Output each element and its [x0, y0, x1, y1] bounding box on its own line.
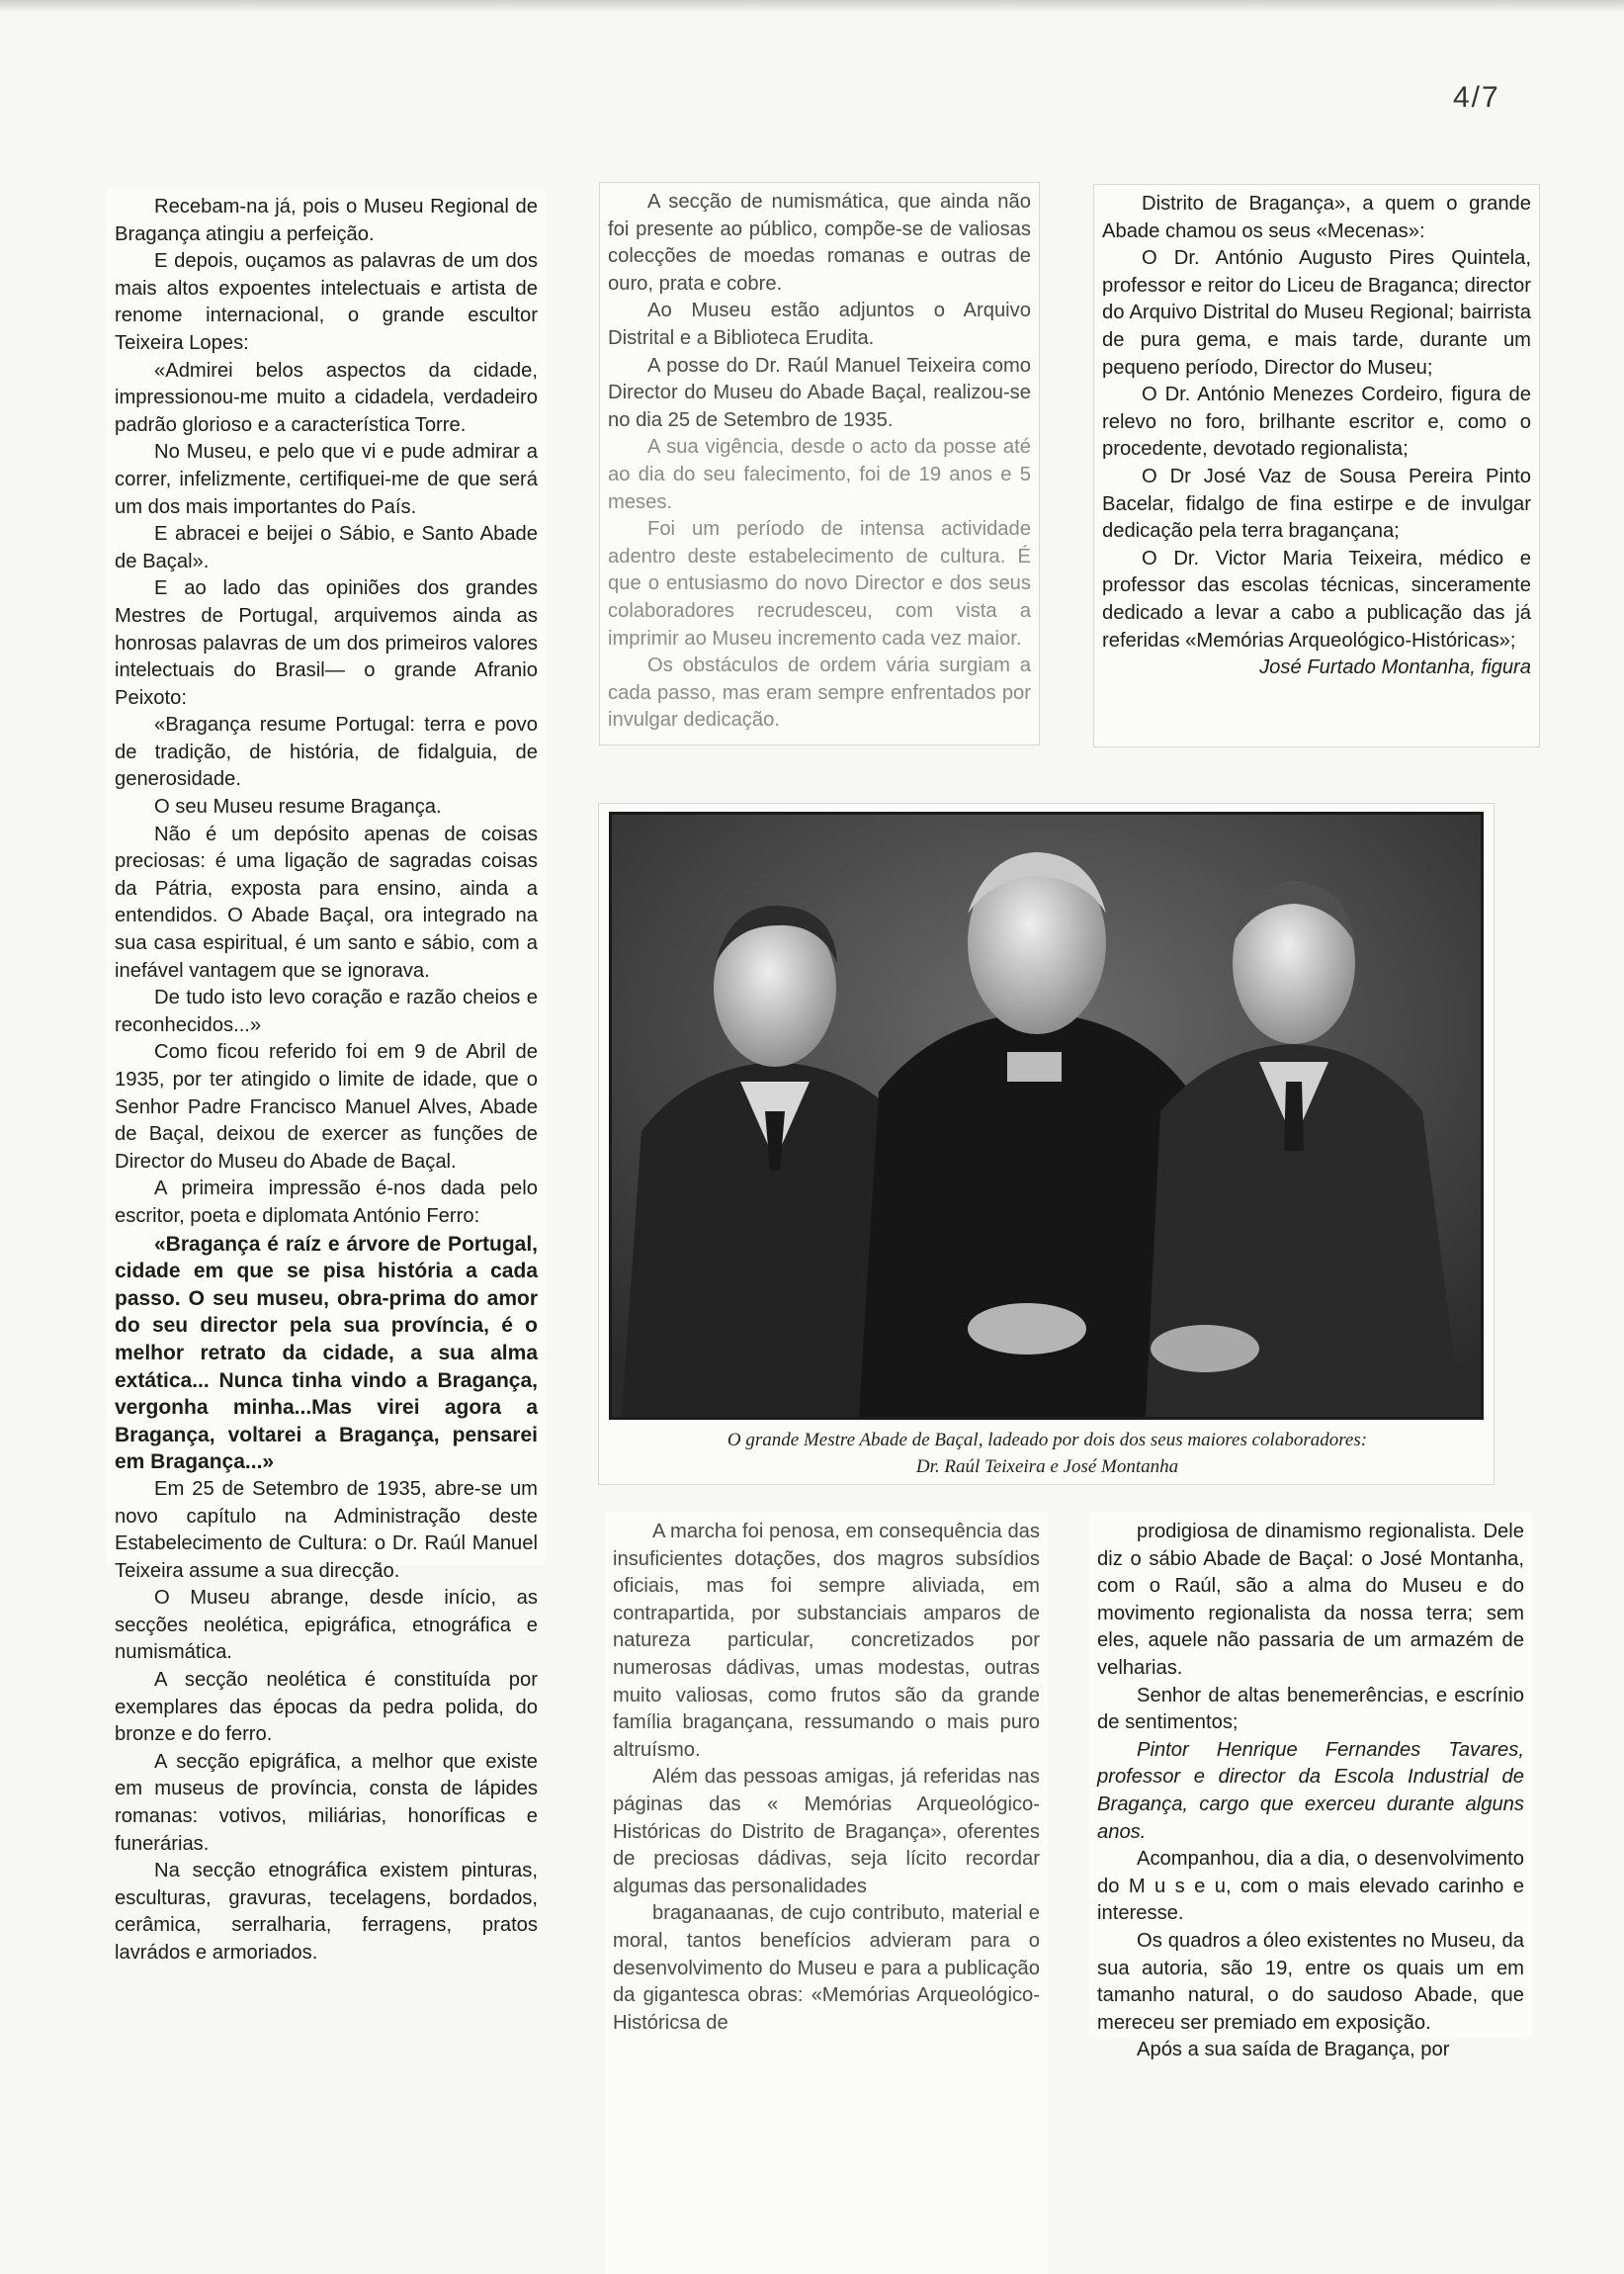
- paragraph: No Museu, e pelo que vi e pude admirar a correr, infelizmente, certifiquei-me de que será um dos mais importantes do País.: [115, 441, 538, 518]
- paragraph: E abracei e beijei o Sábio, e Santo Abade de Baçal».: [115, 523, 538, 572]
- photo-clipping: [598, 803, 1495, 1485]
- paragraph: E ao lado das opiniões dos grandes Mestres de Portugal, arquivemos ainda as honrosas palavras de um dos primeiros valores intelectuais do Brasil— o grande Afranio Peixoto:: [115, 577, 538, 709]
- paragraph: Em 25 de Setembro de 1935, abre-se um novo capítulo na Administração deste Estabelecimento de Cultura: o Dr. Raúl Manuel Teixeira assume a sua direcção.: [115, 1477, 538, 1582]
- paragraph: Além das pessoas amigas, já referidas nas páginas das « Memórias Arqueológico-Históricas do Distrito de Bragança», oferentes de preciosas dádivas, seja lícito recordar algumas das personalidades: [613, 1766, 1040, 1897]
- paragraph: O Dr. Victor Maria Teixeira, médico e professor das escolas técnicas, sinceramente dedicado a levar a cabo a publicação das já referidas «Memórias Arqueológico-Históricas»;: [1102, 547, 1531, 652]
- paragraph: A secção epigráfica, a melhor que existe em museus de província, consta de lápides romanas: votivos, miliárias, honoríficas e funerárias.: [115, 1750, 538, 1855]
- paragraph: Senhor de altas benemerências, e escrínio de sentimentos;: [1097, 1684, 1524, 1734]
- three-men-portrait-image: [612, 815, 1481, 1417]
- caption-line-1: O grande Mestre Abade de Baçal, ladeado por dois dos seus maiores colaboradores:: [727, 1430, 1368, 1450]
- column-2-bottom-clipping: [605, 1513, 1048, 2274]
- paragraph: Foi um período de intensa actividade adentro deste estabelecimento de cultura. É que o entusiasmo do novo Director e dos seus colaboradores recrudesceu, com vista a imprimir ao Museu incremento cada vez maior.: [608, 518, 1031, 650]
- paragraph: O Dr. António Menezes Cordeiro, figura de relevo no foro, brilhante escritor e, como o procedente, devotado regionalista;: [1102, 384, 1531, 461]
- paragraph: Os obstáculos de ordem vária surgiam a cada passo, mas eram sempre enfrentados por invulgar dedicação.: [608, 655, 1031, 732]
- paragraph: Como ficou referido foi em 9 de Abril de 1935, por ter atingido o limite de idade, que o Senhor Padre Francisco Manuel Alves, Abade de Baçal, deixou de exercer as funções de Director do Museu do Abade de Baçal.: [115, 1041, 538, 1173]
- column-2-top-clipping: [599, 182, 1040, 745]
- paragraph: A secção de numismática, que ainda não foi presente ao público, compõe-se de valiosas colecções de moedas romanas e outras de ouro, prata e cobre.: [608, 191, 1031, 295]
- paragraph: «Bragança resume Portugal: terra e povo de tradição, de história, de fidalguia, de generosidade.: [115, 714, 538, 791]
- paragraph: De tudo isto levo coração e razão cheios e reconhecidos...»: [115, 987, 538, 1036]
- portrait-photo: [609, 812, 1484, 1420]
- paragraph: E depois, ouçamos as palavras de um dos mais altos expoentes intelectuais e artista de renome internacional, o grande escultor Teixeira Lopes:: [115, 250, 538, 354]
- paragraph: Após a sua saída de Bragança, por: [1137, 2039, 1450, 2061]
- quote-bold: «Bragança é raíz e árvore de Portugal, cidade em que se pisa história a cada passo. O seu museu, obra-prima do amor do seu director pela sua província, é o melhor retrato da cidade, a sua alma extática... Nunca tinha vindo a Bragança, vergonha minha...Mas virei agora a Bragança, voltarei a Bragança, pensarei em Bragança...»: [115, 1232, 538, 1474]
- paragraph: Não é um depósito apenas de coisas preciosas: é uma ligação de sagradas coisas da Pátria, exposta para ensino, ainda a entendidos. O Abade Baçal, ora integrado na sua casa espiritual, é um santo e sábio, com a inefável vantagem que se ignorava.: [115, 823, 538, 982]
- paragraph: O seu Museu resume Bragança.: [154, 796, 442, 819]
- column-3-top-clipping: [1093, 184, 1540, 747]
- column-1-clipping: [107, 188, 546, 1964]
- paragraph: A marcha foi penosa, em consequência das insuficientes dotações, dos magros subsídios oficiais, mas foi sempre aliviada, em contrapartida, por substanciais amparos de natureza particular, concretizados por numerosas dádivas, umas modestas, outras muito valiosas, como frutos são da grande família bragançana, ressumando o mais puro altruísmo.: [613, 1521, 1040, 1761]
- photo-caption: [599, 1427, 1496, 1480]
- paragraph: O Dr. António Augusto Pires Quintela, professor e reitor do Liceu de Braganca; director do Arquivo Distrital do Museu Regional; bairrista de pura gema, e mais tarde, durante um pequeno período, Director do Museu;: [1102, 247, 1531, 379]
- paragraph: O Dr José Vaz de Sousa Pereira Pinto Bacelar, fidalgo de fina estirpe e de invulgar dedicação pela terra bragançana;: [1102, 465, 1531, 543]
- caption-line-2: Dr. Raúl Teixeira e José Montanha: [915, 1456, 1179, 1477]
- paragraph: Recebam-na já, pois o Museu Regional de Bragança atingiu a perfeição.: [115, 196, 538, 245]
- paragraph: Pintor Henrique Fernandes Tavares, professor e director da Escola Industrial de Bragança, cargo que exerceu durante alguns anos.: [1097, 1738, 1524, 1843]
- scan-edge: [0, 0, 1624, 12]
- paragraph: braganaanas, de cujo contributo, material e moral, tantos benefícios advieram para o desenvolvimento do Museu e para a publicação da gigantesca obras: «Memórias Arqueológico-Históricsa de: [613, 1902, 1040, 2034]
- column-3-bottom-clipping: [1089, 1513, 1532, 2061]
- paragraph: Na secção etnográfica existem pinturas, esculturas, gravuras, tecelagens, bordados, cerâmica, serralharia, ferragens, pratos lavrádos e armoriados.: [115, 1860, 538, 1964]
- paragraph: A posse do Dr. Raúl Manuel Teixeira como Director do Museu do Abade Baçal, realizou-se no dia 25 de Setembro de 1935.: [608, 354, 1031, 431]
- paragraph: Ao Museu estão adjuntos o Arquivo Distrital e a Biblioteca Erudita.: [608, 300, 1031, 349]
- paragraph: Distrito de Bragança», a quem o grande Abade chamou os seus «Mecenas»:: [1102, 193, 1531, 242]
- paragraph: prodigiosa de dinamismo regionalista. Dele diz o sábio Abade de Baçal: o José Montanha, com o Raúl, são a alma do Museu e do movimento regionalista da nossa terra; sem eles, aquele não passaria de um armazém de velharias.: [1097, 1521, 1524, 1679]
- paragraph: José Furtado Montanha, figura: [1259, 656, 1531, 679]
- paragraph: O Museu abrange, desde início, as secções neolética, epigráfica, etnográfica e numismática.: [115, 1587, 538, 1664]
- paragraph: A secção neolética é constituída por exemplares das épocas da pedra polida, do bronze e do ferro.: [115, 1669, 538, 1746]
- paragraph: Acompanhou, dia a dia, o desenvolvimento do M u s e u, com o mais elevado carinho e interesse.: [1097, 1848, 1524, 1925]
- paragraph: A sua vigência, desde o acto da posse até ao dia do seu falecimento, foi de 19 anos e 5 meses.: [608, 436, 1031, 513]
- paragraph: «Admirei belos aspectos da cidade, impressionou-me muito a cidadela, verdadeiro padrão glorioso e a característica Torre.: [115, 359, 538, 436]
- paragraph: Os quadros a óleo existentes no Museu, da sua autoria, são 19, entre os quais um em tamanho natural, o do saudoso Abade, que mereceu ser premiado em exposição.: [1097, 1929, 1524, 2034]
- page-number: 4/7: [1453, 81, 1500, 114]
- paragraph: A primeira impressão é-nos dada pelo escritor, poeta e diplomata António Ferro:: [115, 1178, 538, 1227]
